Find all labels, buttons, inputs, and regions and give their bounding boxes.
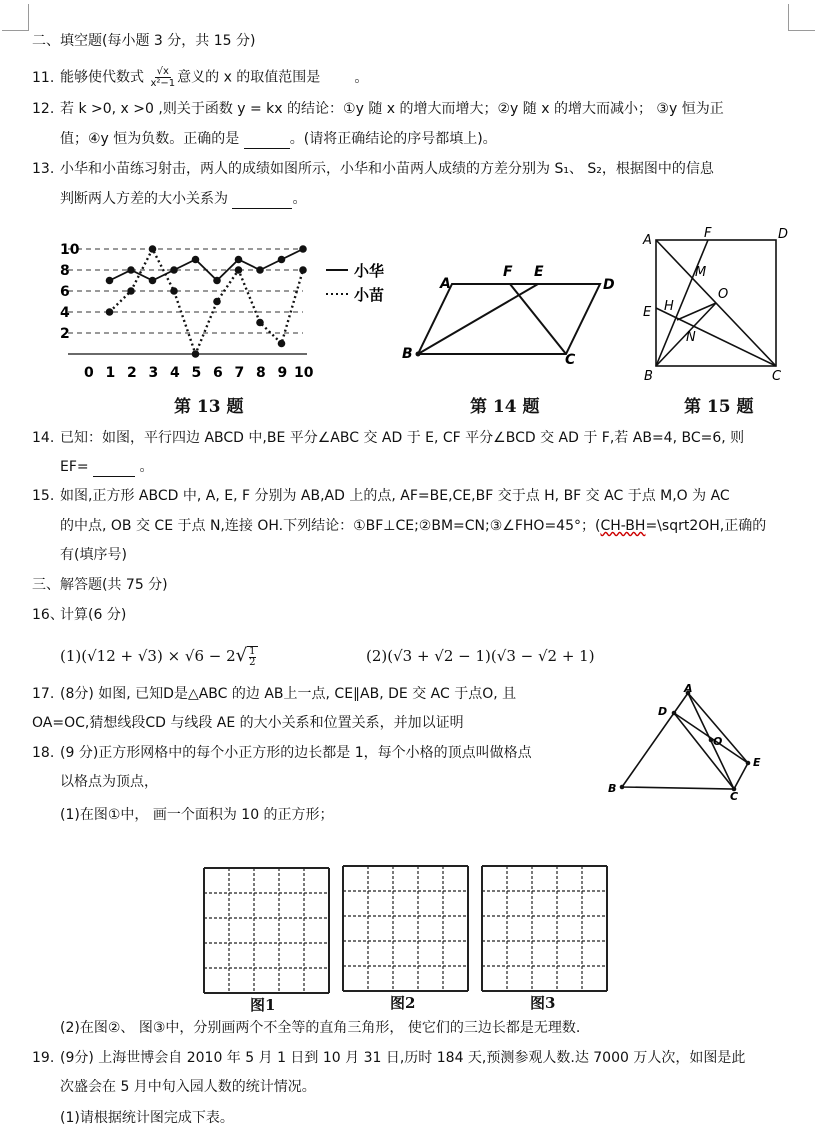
data-point <box>149 277 157 285</box>
data-point <box>299 266 307 274</box>
question-18-part1: (1)在图①中， 画一个面积为 10 的正方形； <box>60 807 334 823</box>
question-14-line2: EF= 。 <box>60 459 154 475</box>
x-tick-label: 7 <box>234 365 245 381</box>
question-11: 11. 能够使代数式 $\frac{√x}{\text{x²−1}}$ 意义的 x 的取值范围是 。 <box>32 66 369 89</box>
series-line <box>110 249 304 281</box>
question-16-part1: (1)(√12 + √3) × √6 − 2√ $\frac{1}{2}$ <box>60 645 256 668</box>
label-e: E <box>534 264 544 280</box>
page-corner-mark <box>2 4 29 31</box>
question-13-line1: 13. 小华和小苗练习射击，两人的成绩如图所示，小华和小苗两人成绩的方差分别为 S₁、 S₂，根据图中的信息 <box>32 161 714 177</box>
question-15-line1: 15. 如图,正方形 ABCD 中, A, E, F 分别为 AB,AD 上的点, AF=BE,CE,BF 交于点 H, BF 交 AC 于点 M,O 为 AC <box>32 488 730 504</box>
data-point <box>192 350 200 358</box>
figure-14-parallelogram <box>400 258 630 366</box>
data-point <box>149 245 157 253</box>
answer-blank[interactable] <box>244 148 290 149</box>
data-point <box>213 277 221 285</box>
grid-figure-1[interactable] <box>203 867 330 994</box>
data-point <box>170 266 178 274</box>
x-tick-label: 10 <box>294 365 314 381</box>
x-tick-label: 9 <box>277 365 288 381</box>
grid-caption-1: 图1 <box>250 996 276 1014</box>
data-point <box>299 245 307 253</box>
question-18-part2: (2)在图②、 图③中，分别画两个不全等的直角三角形， 使它们的三边长都是无理数. <box>60 1020 581 1036</box>
y-tick-label: 6 <box>60 284 70 300</box>
label-f: F <box>704 226 712 241</box>
label-d: D <box>603 277 615 293</box>
data-point <box>235 256 243 264</box>
label-b: B <box>644 369 653 384</box>
x-tick-label: 2 <box>127 365 137 381</box>
question-19-part1: (1)请根据统计图完成下表。 <box>60 1110 234 1126</box>
data-point <box>256 319 264 327</box>
question-17-line2: OA=OC,猜想线段CD 与线段 AE 的大小关系和位置关系，并加以证明 <box>32 715 464 731</box>
grid-figure-2[interactable] <box>342 865 469 992</box>
y-tick-label: 8 <box>60 263 70 279</box>
segment-cd <box>674 713 734 789</box>
x-tick-label: 8 <box>256 365 266 381</box>
question-18-line2: 以格点为顶点， <box>60 774 158 790</box>
data-point <box>170 287 178 295</box>
grid-caption-3: 图3 <box>530 994 556 1012</box>
question-12-line1: 12. 若 k >0, x >0 ,则关于函数 y = kx 的结论：①y 随 x 的增大而增大；②y 随 x 的增大而减小； ③y 恒为正 <box>32 101 724 117</box>
label-m: M <box>695 265 707 280</box>
segment-cf <box>510 284 566 354</box>
label-n: N <box>686 330 696 345</box>
question-17-line1: 17. (8分) 如图, 已知D是△ABC 的边 AB上一点, CE∥AB, DE 交 AC 于点O, 且 <box>32 686 517 702</box>
data-point <box>127 266 135 274</box>
x-tick-label: 3 <box>148 365 159 381</box>
question-19-line2: 次盛会在 5 月中旬入园人数的统计情况。 <box>60 1079 316 1095</box>
label-f: F <box>503 264 513 280</box>
data-point <box>278 256 286 264</box>
label-c: C <box>730 790 739 801</box>
question-15-line3: 有(填序号) <box>60 547 127 563</box>
data-point <box>235 266 243 274</box>
segment-ce <box>656 308 776 366</box>
y-tick-label: 2 <box>60 326 70 342</box>
label-c: C <box>772 369 782 384</box>
label-e: E <box>643 305 652 320</box>
y-tick-label: 10 <box>60 242 80 258</box>
question-number: 11. <box>32 69 55 86</box>
question-12-line2: 值；④y 恒为负数。正确的是 。(请将正确结论的序号都填上)。 <box>60 131 497 147</box>
legend-label: 小华 <box>354 262 385 280</box>
segment-ce <box>734 763 748 789</box>
label-a: A <box>643 233 652 248</box>
page-corner-mark <box>788 4 815 31</box>
answer-blank[interactable] <box>232 208 292 209</box>
question-19-line1: 19. (9分) 上海世博会自 2010 年 5 月 1 日到 10 月 31 日,历时 184 天,预测参观人数.达 7000 万人次，如图是此 <box>32 1050 746 1066</box>
series-line <box>110 249 304 354</box>
label-b: B <box>608 782 617 795</box>
section-heading-fill-in: 二、填空题(每小题 3 分，共 15 分) <box>32 33 256 49</box>
label-d: D <box>658 705 668 718</box>
x-tick-label: 5 <box>191 365 202 381</box>
grid-figure-3[interactable] <box>481 865 608 992</box>
figure-15-square <box>640 224 800 384</box>
segment-ho <box>677 303 716 320</box>
label-o: O <box>713 735 723 748</box>
data-point <box>127 287 135 295</box>
figure-14-caption: 第 14 题 <box>470 397 540 417</box>
label-d: D <box>778 227 789 242</box>
data-point <box>106 277 114 285</box>
section-heading-solve: 三、解答题(共 75 分) <box>32 577 168 593</box>
label-a: A <box>684 683 693 695</box>
radical-fraction: $\frac{1}{2}$ <box>249 646 256 668</box>
parallelogram-abcd <box>418 284 600 354</box>
question-18-line1: 18. (9 分)正方形网格中的每个小正方形的边长都是 1，每个小格的顶点叫做格点 <box>32 745 532 761</box>
question-15-line2: 的中点, OB 交 CE 于点 N,连接 OH.下列结论：①BF⊥CE;②BM=CN;③∠FHO=45°；(CH-BH=\sqrt2OH,正确的 <box>60 518 767 534</box>
label-e: E <box>753 756 761 769</box>
question-13-line2: 判断两人方差的大小关系为 。 <box>60 191 307 207</box>
data-point <box>256 266 264 274</box>
figure-17-triangle <box>600 683 780 801</box>
grid-caption-2: 图2 <box>390 994 416 1012</box>
fraction: $\frac{√x}{\text{x²−1}}$ <box>150 66 176 89</box>
label-c: C <box>565 352 576 366</box>
x-tick-label: 4 <box>170 365 180 381</box>
figure-13-caption: 第 13 题 <box>174 397 244 417</box>
figure-15-caption: 第 15 题 <box>684 397 754 417</box>
label-o: O <box>718 287 729 302</box>
x-tick-label: 6 <box>213 365 223 381</box>
data-point <box>106 308 114 316</box>
question-16-title: 16、计算(6 分) <box>32 607 127 623</box>
data-point <box>192 256 200 264</box>
answer-blank[interactable] <box>93 476 135 477</box>
label-a: A <box>440 276 451 292</box>
point-b <box>416 352 421 357</box>
x-tick-label: 0 <box>84 365 94 381</box>
y-tick-label: 4 <box>60 305 70 321</box>
question-14-line1: 14. 已知：如图，平行四边 ABCD 中,BE 平分∠ABC 交 AD 于 E, CF 平分∠BCD 交 AD 于 F,若 AB=4, BC=6, 则 <box>32 430 745 446</box>
label-h: H <box>664 299 674 314</box>
data-point <box>278 340 286 348</box>
data-point <box>213 298 221 306</box>
x-tick-label: 1 <box>105 365 116 381</box>
legend-label: 小苗 <box>354 286 385 304</box>
label-b: B <box>402 346 413 362</box>
question-16-part2: (2)(√3 + √2 − 1)(√3 − √2 + 1) <box>366 647 595 665</box>
figure-13-line-chart <box>58 236 398 386</box>
